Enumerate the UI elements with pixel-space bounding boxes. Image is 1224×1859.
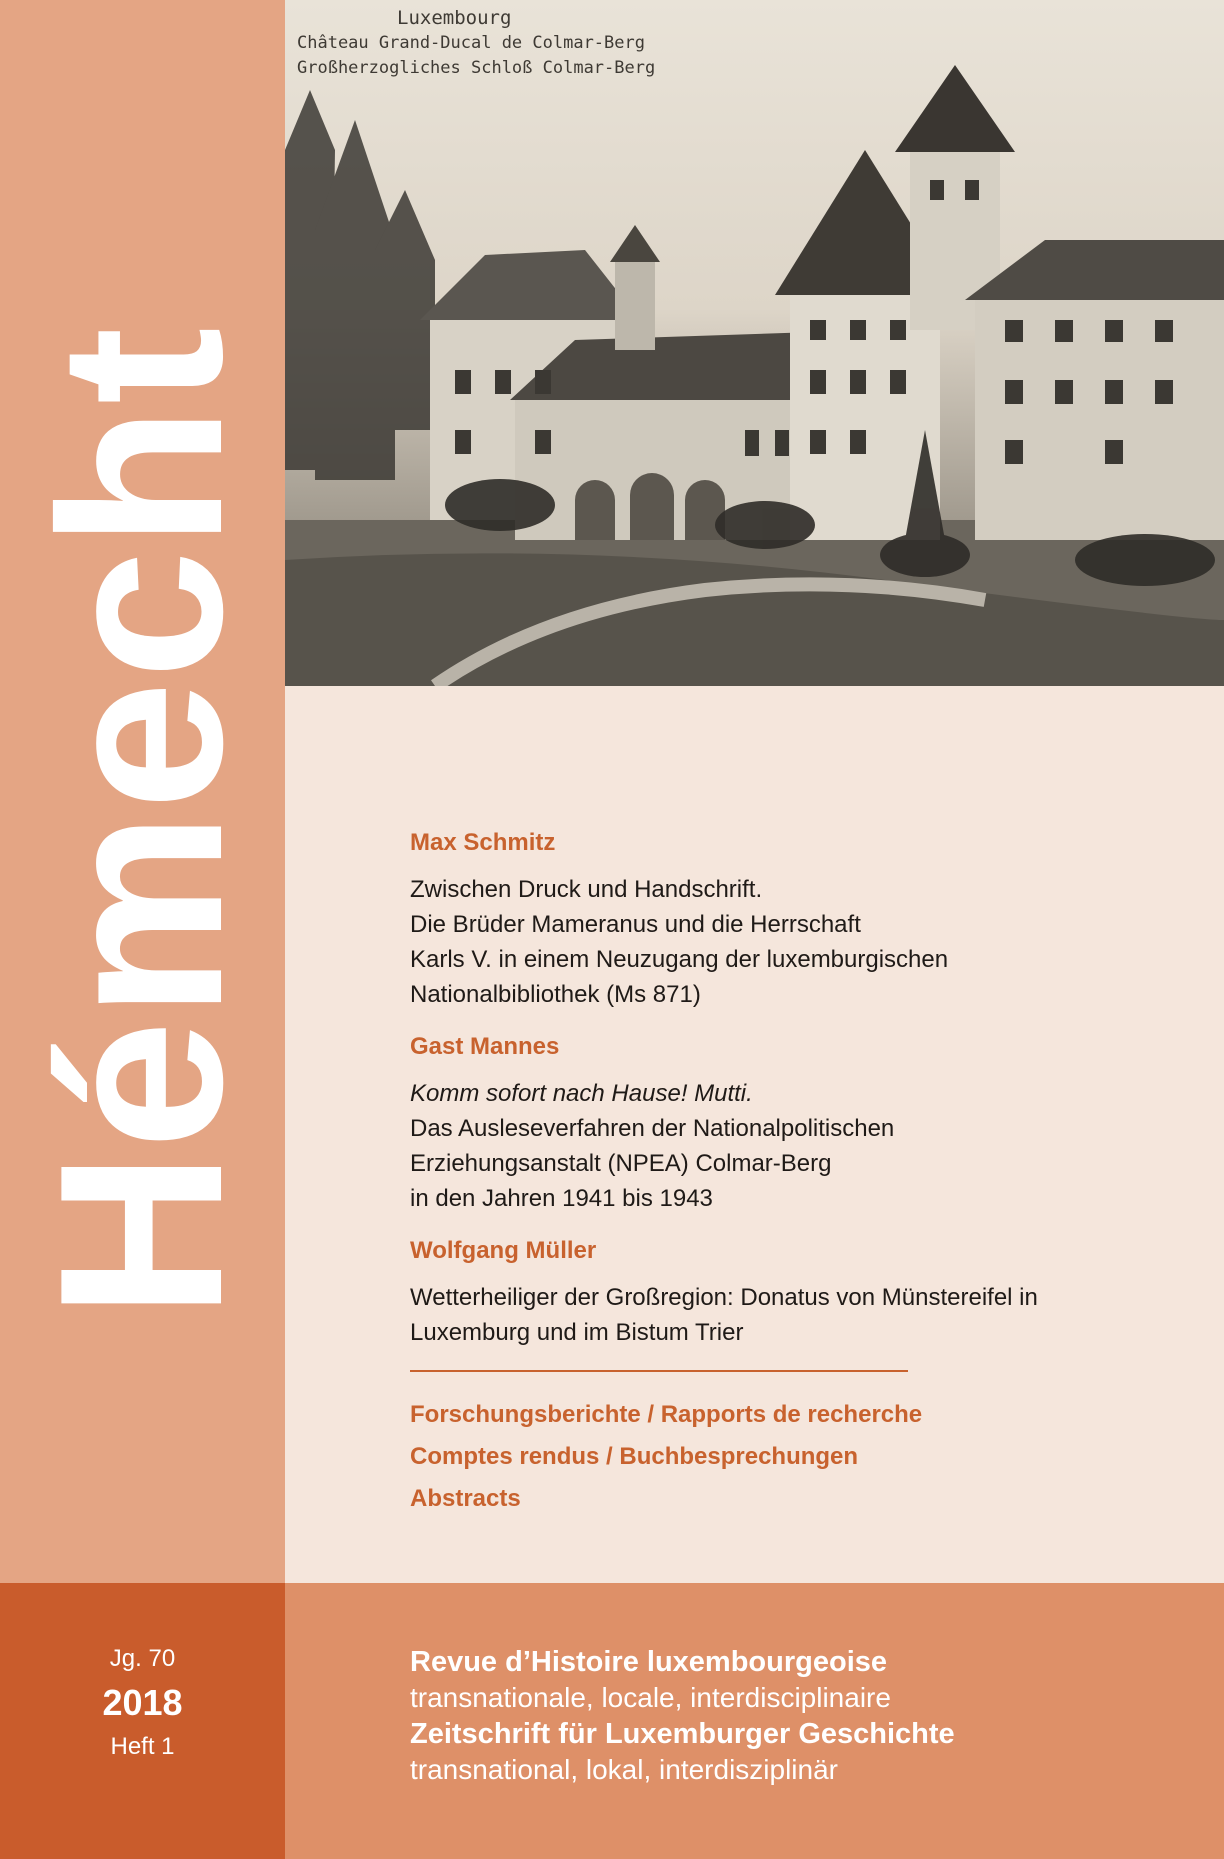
article-title-line: Wetterheiliger der Großregion: Donatus von Münstereifel in bbox=[410, 1284, 1038, 1311]
french-title: Revue d’Histoire luxembourgeoise bbox=[410, 1646, 888, 1678]
article-author: Gast Mannes bbox=[410, 1033, 560, 1060]
issue-number: Heft 1 bbox=[110, 1733, 175, 1760]
issue-info bbox=[0, 1583, 285, 1859]
article-title-line: Erziehungsanstalt (NPEA) Colmar-Berg bbox=[410, 1150, 832, 1177]
german-title: Zeitschrift für Luxemburger Geschichte bbox=[410, 1718, 955, 1750]
castle-photo bbox=[285, 0, 1224, 686]
castle-illustration bbox=[285, 0, 1224, 686]
section-book-reviews: Comptes rendus / Buchbesprechungen bbox=[410, 1443, 859, 1470]
article-2 bbox=[410, 1032, 1110, 1216]
journal-subtitles bbox=[410, 1643, 955, 1787]
article-3 bbox=[410, 1236, 1110, 1350]
footer bbox=[0, 1583, 1224, 1859]
section-abstracts: Abstracts bbox=[410, 1485, 521, 1512]
article-author: Wolfgang Müller bbox=[410, 1237, 597, 1264]
photo-caption bbox=[297, 6, 655, 81]
masthead-title: Hémecht bbox=[12, 325, 271, 1319]
article-1 bbox=[410, 828, 1110, 1012]
french-subtitle: transnationale, locale, interdisciplinaire bbox=[410, 1682, 891, 1713]
article-title-line: Luxemburg und im Bistum Trier bbox=[410, 1319, 744, 1346]
section-research-reports: Forschungsberichte / Rapports de recherche bbox=[410, 1401, 923, 1428]
caption-line-1: Luxembourg bbox=[397, 7, 512, 29]
article-title-line: Karls V. in einem Neuzugang der luxemburgischen bbox=[410, 946, 949, 973]
issue-volume: Jg. 70 bbox=[109, 1645, 176, 1672]
german-subtitle: transnational, lokal, interdisziplinär bbox=[410, 1754, 838, 1785]
article-title-italic: Komm sofort nach Hause! Mutti. bbox=[410, 1080, 753, 1107]
issue-year: 2018 bbox=[102, 1682, 183, 1723]
caption-line-2: Château Grand-Ducal de Colmar-Berg bbox=[297, 33, 645, 53]
table-of-contents bbox=[410, 828, 1110, 1520]
article-title-line: Zwischen Druck und Handschrift. bbox=[410, 876, 763, 903]
article-author: Max Schmitz bbox=[410, 829, 556, 856]
caption-line-3: Großherzogliches Schloß Colmar-Berg bbox=[297, 58, 656, 78]
section-divider bbox=[410, 1370, 908, 1372]
article-title-line: Nationalbibliothek (Ms 871) bbox=[410, 981, 701, 1008]
article-title-line: in den Jahren 1941 bis 1943 bbox=[410, 1185, 713, 1212]
article-title-line: Das Ausleseverfahren der Nationalpolitischen bbox=[410, 1115, 895, 1142]
article-title-line: Die Brüder Mameranus und die Herrschaft bbox=[410, 911, 861, 938]
